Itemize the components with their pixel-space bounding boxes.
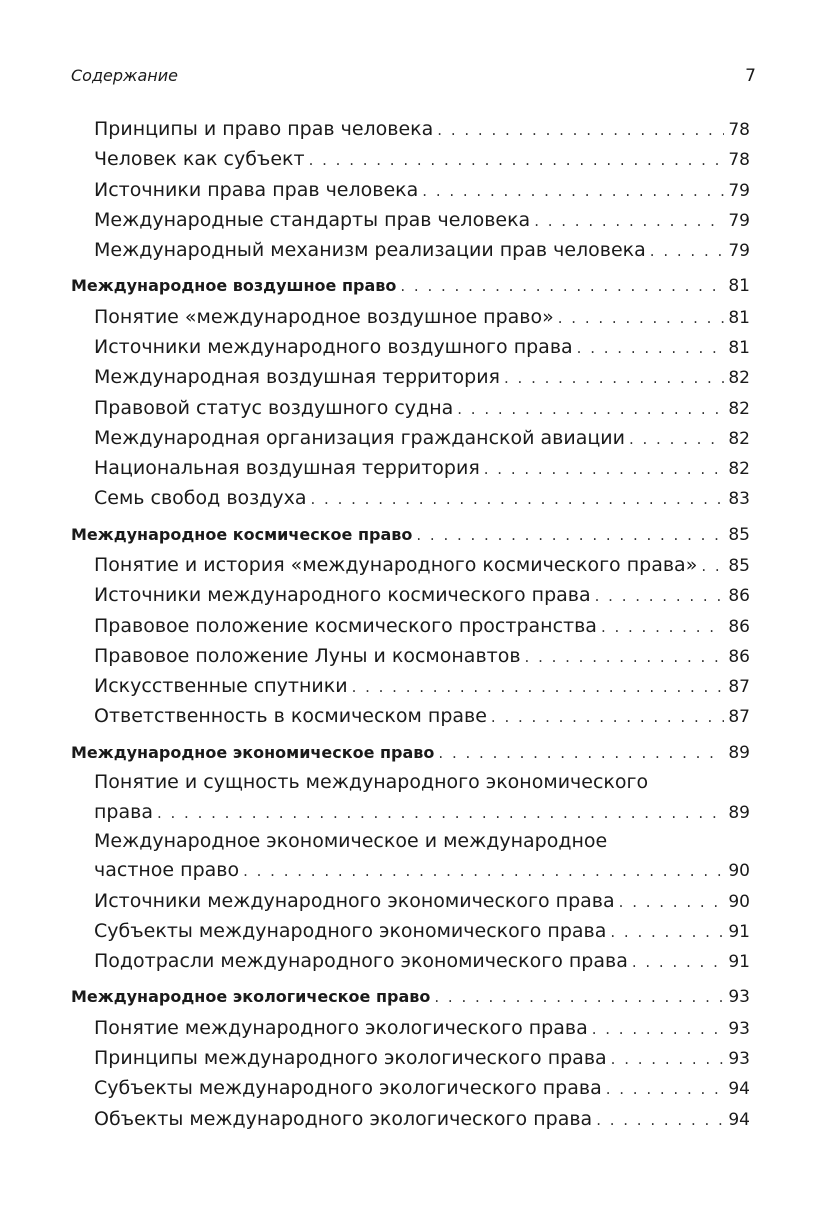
entry-title: Источники права прав человека [94,178,419,201]
entry-title: Человек как субъект [94,148,305,171]
toc-chapter-entry[interactable] [71,271,750,301]
dot-leader [650,236,724,265]
toc-entry[interactable] [71,641,750,671]
entry-title: Международная воздушная территория [94,366,500,389]
entry-title: Понятие и история «международного космического права» [94,553,698,576]
page-number: 90 [728,861,750,882]
toc-entry[interactable] [71,1104,750,1134]
entry-title: Понятие и сущность международного экономического [94,770,649,793]
dot-leader [352,672,724,701]
page-number: 89 [728,802,750,823]
chapter-title: Международное экологическое право [71,987,431,1007]
entry-title: права [94,800,153,823]
toc-entry[interactable] [71,797,750,827]
toc-chapter-entry[interactable] [71,982,750,1012]
page-number: 87 [728,677,750,698]
entry-title: Субъекты международного экологического права [94,1077,602,1100]
entry-title: Международная организация гражданской авиации [94,426,625,449]
page-number: 79 [728,180,750,201]
table-of-contents [71,114,750,1134]
toc-entry[interactable] [71,550,750,580]
dot-leader [558,303,724,332]
page-number: 93 [728,1018,750,1039]
chapter-title: Международное воздушное право [71,276,397,296]
toc-chapter-entry[interactable] [71,738,750,768]
entry-title: Правовое положение Луны и космонавтов [94,644,521,667]
page-number: 78 [728,150,750,171]
running-header-title: Содержание [71,66,178,85]
page-number: 79 [728,241,750,262]
entry-title: Семь свобод воздуха [94,487,307,510]
dot-leader [437,115,724,144]
dot-leader [632,947,724,976]
dot-leader [438,738,724,768]
chapter-title: Международное экономическое право [71,742,435,762]
dot-leader [629,424,724,453]
dot-leader [484,454,724,483]
running-header [71,66,756,86]
dot-leader [701,551,724,580]
toc-entry[interactable] [71,175,750,205]
dot-leader [592,1014,724,1043]
page-number: 89 [728,742,750,763]
page-number: 86 [728,646,750,667]
toc-entry[interactable] [71,483,750,513]
page-number: 79 [728,210,750,231]
toc-entry[interactable] [71,827,750,856]
entry-title: Национальная воздушная территория [94,457,480,480]
toc-entry[interactable] [71,701,750,731]
dot-leader [595,581,724,610]
entry-title: Международные стандарты прав человека [94,208,531,231]
page-number: 82 [728,459,750,480]
page-number: 86 [728,586,750,607]
toc-entry[interactable] [71,886,750,916]
toc-entry[interactable] [71,235,750,265]
toc-entry[interactable] [71,671,750,701]
page-number: 83 [728,489,750,510]
dot-leader [434,982,724,1012]
dot-leader [243,856,724,885]
toc-entry[interactable] [71,1013,750,1043]
dot-leader [601,612,724,641]
toc-entry[interactable] [71,332,750,362]
toc-entry[interactable] [71,114,750,144]
entry-title: Источники международного космического права [94,584,591,607]
dot-leader [577,333,724,362]
dot-leader [491,702,724,731]
page-number: 85 [728,555,750,576]
dot-leader [504,363,724,392]
entry-title: Источники международного экономического права [94,889,615,912]
toc-entry[interactable] [71,580,750,610]
chapter-title: Международное космическое право [71,524,413,544]
entry-title: Понятие международного экологического права [94,1016,588,1039]
entry-title: Правовое положение космического пространства [94,614,597,637]
dot-leader [534,206,724,235]
dot-leader [619,887,724,916]
toc-entry[interactable] [71,855,750,885]
toc-entry[interactable] [71,205,750,235]
dot-leader [596,1105,724,1134]
page-number: 85 [728,524,750,545]
toc-entry[interactable] [71,946,750,976]
page-number: 86 [728,616,750,637]
page-number: 90 [728,891,750,912]
entry-title: частное право [94,859,240,882]
toc-entry[interactable] [71,423,750,453]
toc-entry[interactable] [71,611,750,641]
page-number: 94 [728,1109,750,1130]
toc-entry[interactable] [71,1043,750,1073]
entry-title: Понятие «международное воздушное право» [94,305,554,328]
entry-title: Международное экономическое и международное [94,829,608,852]
page-number: 91 [728,952,750,973]
dot-leader [311,484,724,513]
page-number: 91 [728,921,750,942]
dot-leader [525,642,724,671]
entry-title: Субъекты международного экономического права [94,919,607,942]
toc-entry[interactable] [71,1073,750,1103]
entry-title: Принципы международного экологического права [94,1047,607,1070]
dot-leader [610,917,724,946]
page-number: 82 [728,428,750,449]
dot-leader [400,271,724,301]
dot-leader [416,520,724,550]
entry-title: Источники международного воздушного права [94,335,573,358]
toc-entry[interactable] [71,916,750,946]
page-number: 78 [728,120,750,140]
entry-title: Международный механизм реализации прав человека [94,239,646,262]
dot-leader [457,394,724,423]
dot-leader [422,176,724,205]
page-number: 93 [728,987,750,1008]
entry-title: Подотрасли международного экономического права [94,950,628,973]
toc-chapter-entry[interactable] [71,520,750,550]
entry-title: Ответственность в космическом праве [94,705,487,728]
dot-leader [611,1044,724,1073]
page-number: 81 [728,307,750,328]
toc-entry[interactable] [71,768,750,797]
page-number: 93 [728,1049,750,1070]
dot-leader [309,145,724,174]
dot-leader [606,1074,724,1103]
running-header-page-number: 7 [745,66,756,86]
toc-entry[interactable] [71,302,750,332]
entry-title: Объекты международного экологического права [94,1107,593,1130]
page-number: 81 [728,337,750,358]
page-number: 94 [728,1079,750,1100]
page-number: 82 [728,368,750,389]
page-number: 81 [728,276,750,297]
entry-title: Искусственные спутники [94,675,348,698]
dot-leader [157,798,724,827]
entry-title: Правовой статус воздушного судна [94,396,454,419]
toc-entry[interactable] [71,453,750,483]
page-number: 87 [728,707,750,728]
entry-title: Принципы и право прав человека [94,118,434,140]
toc-entry[interactable] [71,393,750,423]
page-number: 82 [728,398,750,419]
toc-entry[interactable] [71,362,750,392]
toc-entry[interactable] [71,144,750,174]
